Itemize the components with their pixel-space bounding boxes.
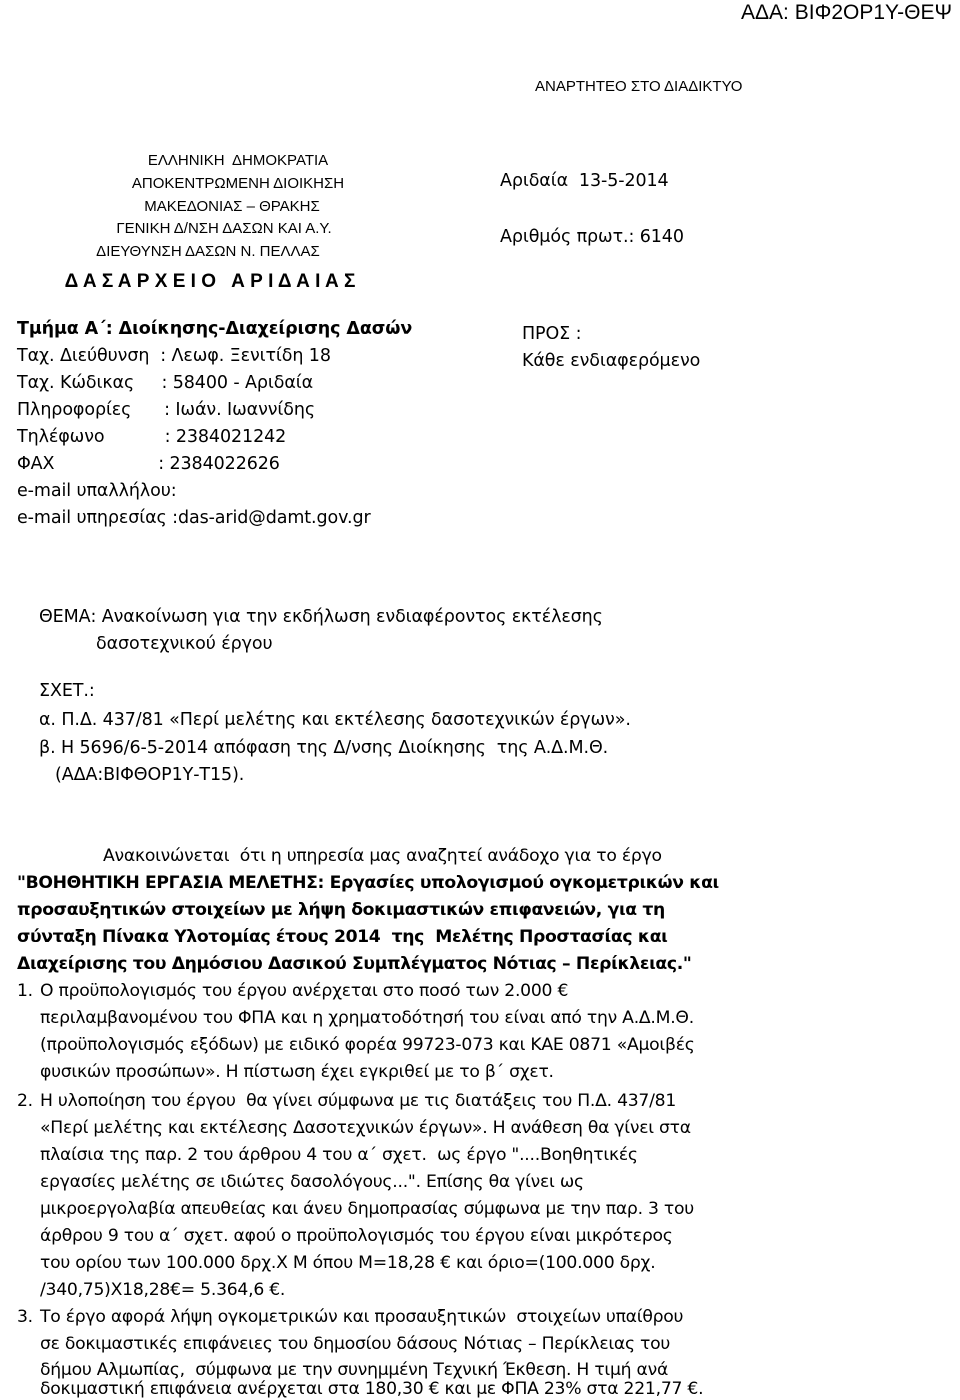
subject-line: δασοτεχνικού έργου <box>96 634 273 654</box>
reference-b-cont: (ΑΔΑ:ΒΙΦΘΟΡ1Υ-Τ15). <box>55 765 245 785</box>
reference-b: β. Η 5696/6-5-2014 απόφαση της Δ/νσης Διοίκησης της Α.Δ.Μ.Θ. <box>39 738 609 758</box>
item-line: σε δοκιμαστικές επιφάνειες του δημοσίου δάσους Νότιας – Περίκλειας του <box>40 1334 671 1354</box>
place-date: Αριδαία 13-5-2014 <box>500 171 669 191</box>
department: Τμήμα Α΄: Διοίκησης-Διαχείρισης Δασών <box>17 319 413 339</box>
email-service: e-mail υπηρεσίας :das-arid@damt.gov.gr <box>17 508 371 528</box>
item-line: Ο προϋπολογισμός του έργου ανέρχεται στο ποσό των 2.000 € <box>40 981 569 1001</box>
item-line: (προϋπολογισμός εξόδων) με ειδικό φορέα 99723-073 και ΚΑΕ 0871 «Αμοιβές <box>40 1035 695 1055</box>
authority-line: ΜΑΚΕΔΟΝΙΑΣ – ΘΡΑΚΗΣ <box>144 198 320 215</box>
authority-line: ΔΙΕΥΘΥΝΣΗ ΔΑΣΩΝ Ν. ΠΕΛΛΑΣ <box>96 243 320 260</box>
item-line: πλαίσια της παρ. 2 του άρθρου 4 του α΄ σχετ. ως έργο "....Βοηθητικές <box>40 1145 638 1165</box>
reference-a: α. Π.Δ. 437/81 «Περί μελέτης και εκτέλεσης δασοτεχνικών έργων». <box>39 710 631 730</box>
post-notice: ΑΝΑΡΤΗΤΕΟ ΣΤΟ ΔΙΑΔΙΚΤΥΟ <box>535 78 743 95</box>
references-label: ΣΧΕΤ.: <box>39 681 95 701</box>
postcode: Ταχ. Κώδικας : 58400 - Αριδαία <box>17 373 314 393</box>
item-line: μικροεργολαβία απευθείας και άνευ δημοπρασίας σύμφωνα με την παρ. 3 του <box>40 1199 694 1219</box>
recipient-label: ΠΡΟΣ : <box>522 324 582 344</box>
item-line: φυσικών προσώπων». Η πίστωση έχει εγκριθεί με το β΄ σχετ. <box>40 1062 554 1082</box>
item-number: 2. <box>17 1091 33 1111</box>
recipient-value: Κάθε ενδιαφερόμενο <box>522 351 701 371</box>
body-intro: Ανακοινώνεται ότι η υπηρεσία μας αναζητεί ανάδοχο για το έργο <box>103 846 662 866</box>
item-line: δήμου Αλμωπίας, σύμφωνα με την συνημμένη Τεχνική Έκθεση. Η τιμή ανά <box>40 1360 669 1380</box>
protocol-number: Αριθμός πρωτ.: 6140 <box>500 227 684 247</box>
item-line: περιλαμβανομένου του ΦΠΑ και η χρηματοδότησή του είναι από την Α.Δ.Μ.Θ. <box>40 1008 694 1028</box>
project-title-line: σύνταξη Πίνακα Υλοτομίας έτους 2014 της Μελέτης Προστασίας και <box>17 927 668 947</box>
authority-line: ΑΠΟΚΕΝΤΡΩΜΕΝΗ ΔΙΟΙΚΗΣΗ <box>131 175 345 192</box>
project-title-line: προσαυξητικών στοιχείων με λήψη δοκιμαστικών επιφανειών, για τη <box>17 900 665 920</box>
fax: ΦΑΧ : 2384022626 <box>17 454 280 474</box>
item-line: δοκιμαστική επιφάνεια ανέρχεται στα 180,30 € και με ΦΠΑ 23% στα 221,77 €. <box>40 1379 704 1399</box>
subject-line: ΘΕΜΑ: Ανακοίνωση για την εκδήλωση ενδιαφέροντος εκτέλεσης <box>39 607 603 627</box>
authority-line: ΓΕΝΙΚΗ Δ/ΝΣΗ ΔΑΣΩΝ ΚΑΙ Α.Υ. <box>116 220 332 237</box>
address: Ταχ. Διεύθυνση : Λεωφ. Ξενιτίδη 18 <box>17 346 331 366</box>
item-number: 3. <box>17 1307 33 1327</box>
item-line: του ορίου των 100.000 δρχ.Χ Μ όπου Μ=18,28 € και όριο=(100.000 δρχ. <box>40 1253 656 1273</box>
email-employee: e-mail υπαλλήλου: <box>17 481 177 501</box>
item-line: Το έργο αφορά λήψη ογκομετρικών και προσαυξητικών στοιχείων υπαίθρου <box>40 1307 684 1327</box>
item-number: 1. <box>17 981 33 1001</box>
phone: Τηλέφωνο : 2384021242 <box>17 427 287 447</box>
office-title: Δ Α Σ Α Ρ Χ Ε Ι Ο Α Ρ Ι Δ Α Ι Α Σ <box>64 271 356 292</box>
ada-code: ΑΔΑ: ΒΙΦ2ΟΡ1Υ-ΘΕΨ <box>741 1 952 24</box>
info-contact: Πληροφορίες : Ιωάν. Ιωαννίδης <box>17 400 316 420</box>
project-title-line: "ΒΟΗΘΗΤΙΚΗ ΕΡΓΑΣΙΑ ΜΕΛΕΤΗΣ: Εργασίες υπολογισμού ογκομετρικών και <box>17 873 719 893</box>
item-line: «Περί μελέτης και εκτέλεσης Δασοτεχνικών έργων». Η ανάθεση θα γίνει στα <box>40 1118 691 1138</box>
project-title-line: Διαχείρισης του Δημόσιου Δασικού Συμπλέγματος Νότιας – Περίκλειας." <box>17 954 692 974</box>
item-line: άρθρου 9 του α΄ σχετ. αφού ο προϋπολογισμός του έργου είναι μικρότερος <box>40 1226 673 1246</box>
authority-line: ΕΛΛΗΝΙΚΗ ΔΗΜΟΚΡΑΤΙΑ <box>147 152 329 169</box>
item-line: /340,75)Χ18,28€= 5.364,6 €. <box>40 1280 286 1300</box>
item-line: Η υλοποίηση του έργου θα γίνει σύμφωνα με τις διατάξεις του Π.Δ. 437/81 <box>40 1091 677 1111</box>
item-line: εργασίες μελέτης σε ιδιώτες δασολόγους...". Επίσης θα γίνει ως <box>40 1172 584 1192</box>
